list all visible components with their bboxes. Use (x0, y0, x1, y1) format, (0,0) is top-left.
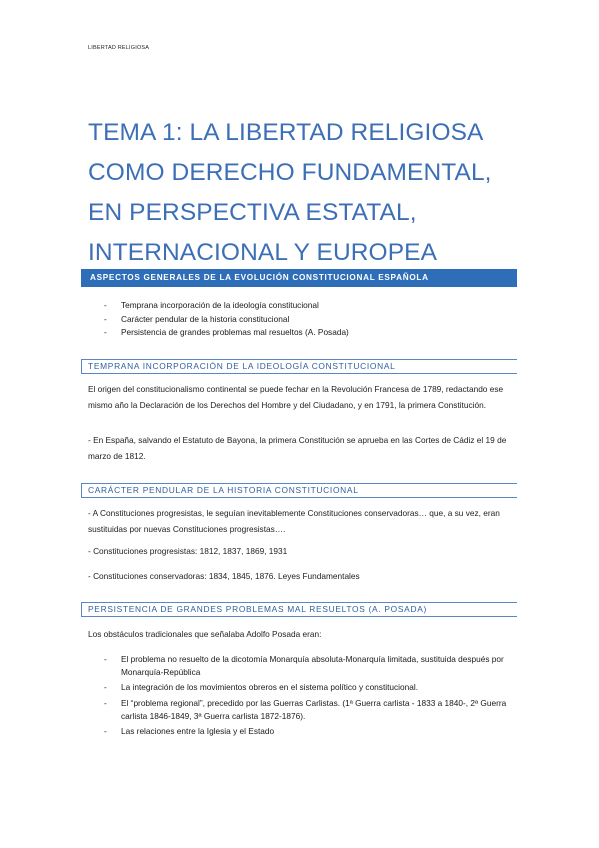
list-item: - El problema no resuelto de la dicotomía Monarquía absoluta-Monarquía limitada, sustituida después por Monarquía-República (104, 654, 504, 678)
list-item: - Temprana incorporación de la ideología constitucional (104, 300, 319, 310)
paragraph: El origen del constitucionalismo continental se puede fechar en la Revolución Francesa de 1789, redactando ese mismo año la Declaración de los Derechos del Hombre y del Ciudadano, y en 1791, la primera Constitución. (88, 384, 504, 410)
section-heading-temprana: TEMPRANA INCORPORACIÓN DE LA IDEOLOGÍA CONSTITUCIONAL (81, 359, 517, 374)
paragraph: - En España, salvando el Estatuto de Bayona, la primera Constitución se aprueba en las Cortes de Cádiz el 19 de marzo de 1812. (88, 435, 507, 461)
section-banner: ASPECTOS GENERALES DE LA EVOLUCIÓN CONSTITUCIONAL ESPAÑOLA (81, 269, 517, 287)
list-item: - El “problema regional”, precedido por las Guerras Carlistas. (1ª Guerra carlista - 1833 a 1840-, 2ª Guerra carlista 1846-1849, 3ª Guerra carlista 1872-1876). (104, 697, 507, 721)
paragraph: - Constituciones conservadoras: 1834, 1845, 1876. Leyes Fundamentales (88, 571, 360, 581)
section-heading-pendular: CARÁCTER PENDULAR DE LA HISTORIA CONSTITUCIONAL (81, 483, 517, 498)
paragraph: Los obstáculos tradicionales que señalaba Adolfo Posada eran: (88, 629, 322, 639)
paragraph: - A Constituciones progresistas, le seguían inevitablemente Constituciones conservadoras… que, a su vez, eran sustituidas por nuevas Constituciones progresistas…. (88, 508, 500, 534)
list-item: - Persistencia de grandes problemas mal resueltos (A. Posada) (104, 327, 349, 337)
running-header: LIBERTAD RELIGIOSA (88, 45, 150, 51)
paragraph: - Constituciones progresistas: 1812, 1837, 1869, 1931 (88, 546, 288, 556)
obstacles-bullet-list (104, 653, 514, 740)
list-item: - Carácter pendular de la historia constitucional (104, 313, 290, 324)
list-item: - La integración de los movimientos obreros en el sistema político y constitucional. (104, 682, 418, 693)
list-item: - Las relaciones entre la Iglesia y el Estado (104, 726, 275, 737)
intro-bullet-list (104, 299, 349, 340)
page-title: TEMA 1: LA LIBERTAD RELIGIOSA COMO DERECHO FUNDAMENTAL, EN PERSPECTIVA ESTATAL, INTERNACIONAL Y EUROPEA (88, 119, 492, 266)
section-heading-persistencia: PERSISTENCIA DE GRANDES PROBLEMAS MAL RESUELTOS (A. POSADA) (81, 602, 517, 617)
